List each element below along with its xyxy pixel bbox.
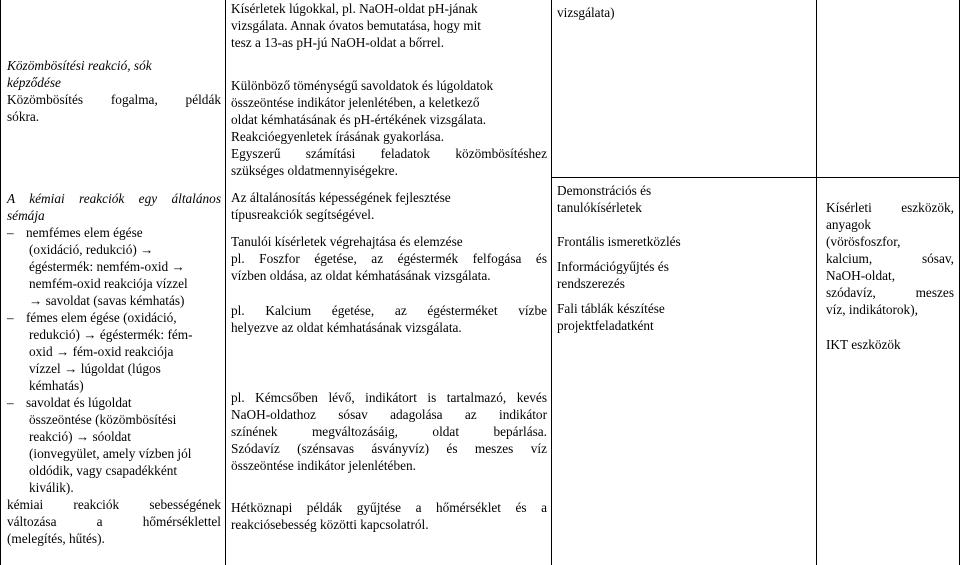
list-item-cont: égéstermék: nemfém-oxid → — [29, 259, 185, 274]
method-item: Információgyűjtés és — [557, 259, 669, 274]
col2-cell — [231, 0, 547, 51]
method-item: rendszerezés — [557, 276, 625, 291]
col3-methods — [557, 182, 812, 334]
activity-line: NaOH-oldathoz sósav adagolása az indikátor — [231, 407, 547, 422]
list-item-cont: kémhatás) — [29, 378, 84, 393]
neutralization-concept-cont: sókra. — [7, 109, 40, 124]
activity-line: Szódavíz (szénsavas ásványvíz) és meszes víz — [231, 441, 547, 456]
activity-line: Különböző töménységű savoldatok és lúgoldatok — [231, 78, 494, 93]
list-item-cont: kiválik). — [29, 480, 74, 495]
list-item-cont: oxid → fém-oxid reakciója — [29, 344, 174, 359]
scheme-title-cont: sémája — [7, 208, 45, 223]
col2-paragraph — [231, 302, 547, 336]
activity-line: helyezve az oldat kémhatásának vizsgálata. — [231, 320, 462, 335]
method-line: vizsgálata) — [557, 5, 615, 20]
tools-line: víz, indikátorok), — [826, 302, 918, 317]
row-divider-col4 — [816, 177, 960, 178]
list-item-cont: vízzel → lúgoldat (lúgos — [29, 361, 161, 376]
method-item: Demonstrációs és — [557, 183, 652, 198]
column-divider-2 — [551, 0, 552, 565]
activity-line: pl. Kémcsőben lévő, indikátort is tartalmazó, kevés — [231, 390, 547, 405]
activity-line: típusreakciók segítségével. — [231, 207, 375, 222]
list-item-cont: (ionvegyület, amely vízben jól — [29, 446, 192, 461]
list-item-cont: reakció) → sóoldat — [29, 429, 131, 444]
activity-line: Kísérletek lúgokkal, pl. NaOH-oldat pH-jának — [231, 1, 478, 16]
col1-cell — [7, 57, 221, 125]
col2-paragraph — [231, 189, 547, 223]
activity-line: oldat kémhatásának és pH-értékének vizsgálata. — [231, 112, 487, 127]
method-item: Frontális ismeretközlés — [557, 234, 681, 249]
list-item-cont: összeöntése (közömbösítési — [29, 412, 177, 427]
column-divider-3 — [816, 0, 817, 565]
scheme-title: A kémiai reakciók egy általános — [7, 191, 221, 206]
activity-line: Hétköznapi példák gyűjtése a hőmérséklet és a — [231, 500, 547, 515]
tools-line: anyagok — [826, 217, 872, 232]
activity-line: Tanulói kísérletek végrehajtása és elemzése — [231, 234, 463, 249]
activity-line: reakciósebesség közötti kapcsolatról. — [231, 517, 429, 532]
tools-line: (vörösfoszfor, — [826, 234, 901, 249]
list-item: – savoldat és lúgoldat — [7, 395, 132, 410]
list-item-cont: oldódik, vagy csapadékként — [29, 463, 178, 478]
tools-line: Kísérleti eszközök, — [826, 200, 954, 215]
list-item: – nemfémes elem égése — [7, 225, 143, 240]
activity-line: összeöntése indikátor jelenlétében, a keletkező — [231, 95, 480, 110]
col2-paragraph — [231, 233, 547, 284]
activity-line: vizsgálata. Annak óvatos bemutatása, hogy mit — [231, 18, 481, 33]
neutralization-concept: Közömbösítés fogalma, példák — [7, 92, 221, 107]
activity-line: pl. Foszfor égetése, az égéstermék felfogása és — [231, 251, 547, 266]
activity-line: színének megváltozásáig, oldat bepárlása. — [231, 424, 547, 439]
ikt-tools: IKT eszközök — [826, 337, 901, 352]
method-item: tanulókísérletek — [557, 200, 642, 215]
table-border-left — [0, 0, 1, 565]
activity-line: vízben oldása, az oldat kémhatásának vizsgálata. — [231, 268, 491, 283]
list-item-cont: → savoldat (savas kémhatás) — [29, 293, 185, 308]
activity-line: Reakcióegyenletek írásának gyakorlása. — [231, 129, 445, 144]
activity-line: pl. Kalcium égetése, az égésterméket vízbe — [231, 303, 547, 318]
section-title-neutralization-cont: képződése — [7, 75, 61, 90]
list-item: – fémes elem égése (oxidáció, — [7, 310, 177, 325]
method-item: projektfeladatként — [557, 318, 654, 333]
tools-line: NaOH-oldat, — [826, 268, 896, 283]
tools-line: kalcium, sósav, — [826, 251, 954, 266]
list-item-cont: nemfém-oxid reakciója vízzel — [29, 276, 188, 291]
col1-scheme — [7, 190, 221, 547]
activity-line: Az általánosítás képességének fejlesztése — [231, 190, 451, 205]
row-divider-col3 — [551, 177, 816, 178]
tools-line: szódavíz, meszes — [826, 285, 954, 300]
col3-top — [557, 4, 812, 21]
column-divider-1 — [225, 0, 226, 565]
reaction-rate-line: változása a hőmérséklettel — [7, 514, 221, 529]
reaction-rate-line: kémiai reakciók sebességének — [7, 497, 221, 512]
col2-paragraph — [231, 77, 547, 179]
activity-line: összeöntése indikátor jelenlétében. — [231, 458, 416, 473]
col2-paragraph — [231, 499, 547, 533]
activity-line: szükséges oldatmennyiségekre. — [231, 163, 398, 178]
section-title-neutralization: Közömbösítési reakció, sók — [7, 58, 152, 73]
list-item-cont: (oxidáció, redukció) → — [29, 242, 154, 257]
col4-tools — [826, 199, 954, 353]
col2-paragraph — [231, 389, 547, 474]
list-item-cont: redukció) → égéstermék: fém- — [29, 327, 193, 342]
activity-line: tesz a 13-as pH-jú NaOH-oldat a bőrrel. — [231, 35, 445, 50]
reaction-rate-line: (melegítés, hűtés). — [7, 531, 105, 546]
activity-line: Egyszerű számítási feladatok közömbösítéshez — [231, 146, 547, 161]
method-item: Fali táblák készítése — [557, 301, 665, 316]
